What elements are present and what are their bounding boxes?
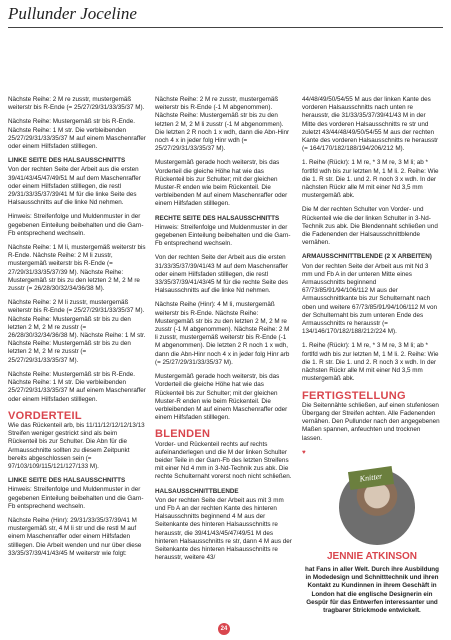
paragraph: Von der rechten Seite der Arbeit aus die ersten 39/41/43/45/47/49/51 M auf dem Maschenraffer oder einem Hilfsfaden stilllegen, die restl 29/31/33/35/37/39/41 M für die linke Seite des Halsausschnitts auf die linke Nd nehmen. [8,166,141,207]
section-heading: LINKE SEITE DES HALSAUSSCHNITTS [8,477,126,485]
text-column-3 [302,96,440,457]
page-title: Pullunder Joceline [8,4,137,23]
paragraph: 44/48/49/50/54/55 M aus der linken Kante des vorderen Halsausschnitts nach unten re herausstr, die 31/33/35/37/39/41/43 M in der Mitte des vorderen Halsausschnitts re str und zuletzt 43/44/48/49/50/54/55 M aus der rechten Kante des vorderen Halsausschnitts re herausstr (= 164/170/182/188/194/206/212 M). [302,96,439,153]
paragraph: Nächste Reihe: 2 M re zusstr, mustergemäß weiterstr bis R-Ende (-1 M abgenommen). Nächste Reihe: Mustergemäß str bis zu den letzten 2 M, 2 M li zusstr (-1 M abgenommen). Die letzten 2 R noch 1 x wdh, dann die Abn-Hinr noch 4 x in jeder folg Hinr wdh (= 25/27/29/31/33/35/37 M). [155,96,290,153]
paragraph: Hinweis: Streifenfolge und Muldenmuster in der gegebenen Einteilung beibehalten und die Garn-Fb entsprechend wechseln. [8,486,144,510]
paragraph: Nächste Reihe (Hinr): 29/31/33/35/37/39/41 M mustergemäß str, 4 M li str und die restl M auf einem Maschenraffer oder einem Hilfsfaden stilllegen. Die Arbeit wenden und nur über diese 33/35/37/39/41/43/45 M weiterstr wie folgt: [8,516,142,557]
paragraph: Wie das Rückenteil arb, bis 11/11/12/12/12/13/13 Streifen weniger gestrickt sind als beim Rückenteil bis zur Schulter. Die Abn für die Armausschnitte sollten zu diesem Zeitpunkt bereits abgeschlossen sein (= 97/103/109/115/121/127/133 M). [8,421,145,470]
heart-icon: ♥ [302,448,306,456]
paragraph: 1. Reihe (Rückr): 1 M re, * 3 M re, 3 M li; ab * fortlfd wdh bis zur letzten M, 1 M li. 2. Reihe: Wie die 1. R str. Die 1. und 2. R noch 3 x wdh. In der nächsten Rückr alle M mit einer Nd 3,5 mm mustergemäß abk. [302,342,439,383]
page-number: 24 [218,623,230,635]
paragraph: Von der rechten Seite der Arbeit aus mit Nd 3 mm und Fb A in der unteren Mitte eines Armausschnitts beginnend 67/73/85/91/94/106/112 M aus der Armausschnittkante bis zur Schulternaht nach oben und weitere 67/73/85/91/94/106/112 M von der Schulternaht bis zum unteren Ende des Armausschnitts re herausstr (= 134/146/170/182/188/212/224 M). [302,262,438,336]
paragraph: Nächste Reihe: Mustergemäß str bis R-Ende. Nächste Reihe: 1 M str. Die verbleibenden 25/27/29/31/33/35/37 M auf einem Maschenraffer oder einem Hilfsfaden stilllegen. [8,118,146,151]
paragraph: Nächste Reihe: 2 M re zusstr, mustergemäß weiterstr bis R-Ende (= 25/27/29/31/33/35/37 M). [8,96,145,112]
paragraph: 1. Reihe (Rückr): 1 M re, * 3 M re, 3 M li; ab * fortlfd wdh bis zur letzten M, 1 M li. 2. Reihe: Wie die 1. R str. Die 1. und 2. R noch 3 x wdh. In der nächsten Rückr alle M mit einer Nd 3,5 mm mustergemäß abk. [302,159,439,200]
author-name: JENNIE ATKINSON [326,551,417,562]
paragraph: Nächste Reihe (Hinr): 4 M li, mustergemäß weiterstr bis R-Ende. Nächste Reihe: Mustergemäß str bis zu den letzten 2 M, 2 M re zusstr (-1 M abgenommen). Nächste Reihe: 2 M li zusstr, mustergemäß weiterstr bis R-Ende (-1 M abgenommen). Die letzten 2 R noch 1 x wdh, dann die Abn-Hinr noch 4 x in jeder folg Hinr arb (= 25/27/29/31/33/35/37 M). [155,301,290,366]
section-heading: BLENDEN [155,428,211,441]
paragraph: Nächste Reihe: Mustergemäß str bis R-Ende. Nächste Reihe: 1 M str. Die verbleibenden 25/27/29/31/33/35/37 M auf einem Maschenraffer oder einem Hilfsfaden stilllegen. [8,370,146,403]
paragraph: Nächste Reihe: 1 M li, mustergemäß weiterstr bis R-Ende. Nächste Reihe: 2 M li zusstr, mustergemäß weiterstr bis R-Ende (= 27/29/31/33/35/37/39 M). Nächste Reihe: Mustergemäß str bis zu den letzten 2 M, 2 M re zusstr (= 26/28/30/32/34/36/38 M). [8,244,146,293]
paragraph: Hinweis: Streifenfolge und Muldenmuster in der gegebenen Einteilung beibehalten und die Garn-Fb entsprechend wechseln. [155,223,291,248]
header-rule [8,27,443,28]
paragraph: Mustergemäß gerade hoch weiterstr, bis das Vorderteil die gleiche Höhe hat wie das Rückenteil bis zur Schulter; mit der gleichen Muster-R enden wie beim Rückenteil. Die verbleibenden M auf einem Maschenraffer oder einem Hilfsfaden stilllegen. [155,373,288,422]
paragraph: Die M der rechten Schulter von Vorder- und Rückenteil wie die der linken Schulter in 3-Nd-Technik zus abk. Die Blendennaht schließen und die Fadenenden der Halsausschnittblende vernähen. [302,206,438,247]
section-heading: HALSAUSSCHNITTBLENDE [155,487,239,495]
paragraph: Von der rechten Seite der Arbeit aus mit 3 mm und Fb A an der rechten Kante des hinteren Halsausschnitts beginnend 4 M aus der Seitenkante des hinteren Halsausschnitts re herausstr, die 39/41/43/45/47/49/51 M des hinteren Halsausschnitts re str, dann 4 M aus der Seitenkante des hinteren Halsausschnitts re herausstr, weitere 43/ [155,496,292,562]
section-heading: FERTIGSTELLUNG [302,389,406,402]
paragraph: Nächste Reihe: 2 M li zusstr, mustergemäß weiterstr bis R-Ende (= 25/27/29/31/33/35/37 M). Nächste Reihe: Mustergemäß str bis zu den letzten 2 M, 2 M re zusstr (= 26/28/30/32/34/36/38 M). Nächste Reihe: 1 M str. Nächste Reihe: Mustergemäß str bis zu den letzten 2 M, 2 M re zusstr (= 25/27/29/31/33/35/37 M). [8,299,146,364]
paragraph: Die Seitennähte schließen, auf einen stufenlosen Übergang der Streifen achten. Alle Fadenenden vernähen. Den Pullunder nach den angegebenen Maßen spannen, anfeuchten und trocknen lassen. [302,401,440,442]
paragraph: Von der rechten Seite der Arbeit aus die ersten 31/33/35/37/39/41/43 M auf dem Maschenraffer oder einem Hilfsfaden stilllegen, die restl 33/35/37/39/41/43/45 M für die rechte Seite des Halsausschnitts auf die linke Nd nehmen. [155,254,289,295]
paragraph: Hinweis: Streifenfolge und Muldenmuster in der gegebenen Einteilung beibehalten und die Garn-Fb entsprechend wechseln. [8,213,144,237]
author-bio: hat Fans in aller Welt. Durch ihre Ausbildung in Modedesign und Schnitttechnik und ihren Kontakt zu Kundinnen in ihrem Geschäft in London hat die englische Designerin ein Gespür für das Entwerfen interessanter und tragbarer Strickmode entwickelt. [305,566,439,615]
text-column-2 [155,96,293,568]
paragraph: Mustergemäß gerade hoch weiterstr, bis das Vorderteil die gleiche Höhe hat wie das Rückenteil bis zur Schulter; mit der gleichen Muster-R enden wie beim Rückenteil. Die verbleibenden M auf einem Maschenraffer oder einem Hilfsfaden stilllegen. [155,159,288,208]
section-heading: LINKE SEITE DES HALSAUSSCHNITTS [8,157,126,165]
author-badge: Knitter [348,466,394,490]
text-column-1 [8,96,146,564]
section-heading: VORDERTEIL [8,409,82,422]
section-heading: ARMAUSSCHNITTBLENDE (2 X ARBEITEN) [302,253,432,261]
paragraph: Vorder- und Rückenteil rechts auf rechts aufeinanderlegen und die M der linken Schulter beider Teile in der Garn-Fb des letzten Streifens mit einer Nd 4 mm in 3-Nd-Technik zus abk. Die rechte Schulternaht vorerst noch nicht schließen. [155,440,292,481]
section-heading: RECHTE SEITE DES HALSAUSSCHNITTS [155,214,280,222]
